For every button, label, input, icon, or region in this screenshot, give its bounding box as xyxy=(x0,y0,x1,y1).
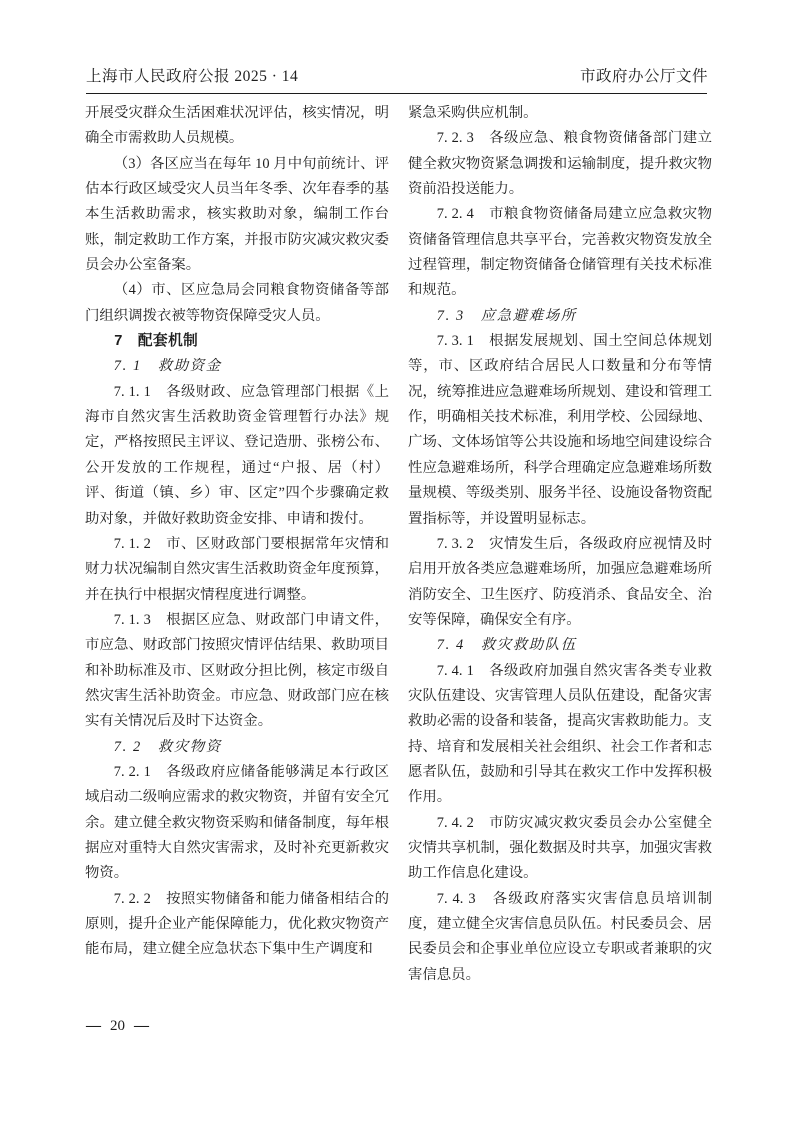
subsection-heading-7-2: 7. 2 救灾物资 xyxy=(113,738,222,755)
paragraph-7-4-3: 7. 4. 3 各级政府落实灾害信息员培训制度，建立健全灾害信息员队伍。村民委员会、居民委员会和企事业单位应设立专职或者兼职的灾害信息员。 xyxy=(408,890,712,983)
paragraph-7-3-2: 7. 3. 2 灾情发生后，各级政府应视情及时启用开放各类应急避难场所，加强应急避难场所消防安全、卫生医疗、防疫消杀、食品安全、治安等保障，确保安全有序。 xyxy=(408,535,712,628)
paragraph-7-1-1: 7. 1. 1 各级财政、应急管理部门根据《上海市自然灾害生活救助资金管理暂行办法》规定，严格按照民主评议、登记造册、张榜公布、公开发放的工作规程，通过“户报、居（村）评、街道（镇、乡）审、区定”四个步骤确定救助对象，并做好救助资金安排、申请和拨付。 xyxy=(85,383,389,527)
page-header xyxy=(86,64,708,86)
document-body xyxy=(85,101,712,988)
continued-paragraph: 开展受灾群众生活困难状况评估，核实情况，明确全市需救助人员规模。 xyxy=(85,105,389,147)
left-column xyxy=(85,101,389,988)
paragraph-7-2-2: 7. 2. 2 按照实物储备和能力储备相结合的原则，提升企业产能保障能力，优化救灾物资产能布局，建立健全应急状态下集中生产调度和 xyxy=(85,890,389,958)
subsection-heading-7-3: 7. 3 应急避难场所 xyxy=(436,307,577,324)
footer-dash-right: — xyxy=(134,1018,149,1034)
right-column xyxy=(408,101,712,988)
paragraph-7-2-1: 7. 2. 1 各级政府应储备能够满足本行政区域启动二级响应需求的救灾物资，并留有安全冗余。建立健全救灾物资采购和储备制度，每年根据应对重特大自然灾害需求，及时补充更新救灾物资。 xyxy=(85,763,389,882)
page-number: 20 xyxy=(110,1018,125,1034)
paragraph-7-1-2: 7. 1. 2 市、区财政部门要根据常年灾情和财力状况编制自然灾害生活救助资金年度预算，并在执行中根据灾情程度进行调整。 xyxy=(85,535,389,603)
paragraph-7-1-3: 7. 1. 3 根据区应急、财政部门申请文件，市应急、财政部门按照灾情评估结果、救助项目和补助标准及市、区财政分担比例，核定市级自然灾害生活补助资金。市应急、财政部门应在核实有关情况后及时下达资金。 xyxy=(85,611,389,730)
subsection-heading-7-4: 7. 4 救灾救助队伍 xyxy=(436,637,577,654)
paragraph-7-3-1: 7. 3. 1 根据发展规划、国土空间总体规划等，市、区政府结合居民人口数量和分布等情况，统筹推进应急避难场所规划、建设和管理工作，明确相关技术标准，利用学校、公园绿地、广场、文体场馆等公共设施和场地空间建设综合性应急避难场所，科学合理确定应急避难场所数量规模、等级类别、服务半径、设施设备物资配置指标等，并设置明显标志。 xyxy=(408,333,712,527)
header-gazette-title: 上海市人民政府公报 2025 · 14 xyxy=(86,68,299,85)
paragraph-7-2-4: 7. 2. 4 市粮食物资储备局建立应急救灾物资储备管理信息共享平台，完善救灾物资发放全过程管理，制定物资储备仓储管理有关技术标准和规范。 xyxy=(408,206,712,299)
paragraph-item-3: （3）各区应当在每年 10 月中旬前统计、评估本行政区域受灾人员当年冬季、次年春季的基本生活救助需求，核实救助对象，编制工作台账，制定救助工作方案，并报市防灾减灾救灾委员会办公室备案。 xyxy=(85,155,389,274)
continued-paragraph: 紧急采购供应机制。 xyxy=(408,105,538,121)
paragraph-item-4: （4）市、区应急局会同粮食物资储备等部门组织调拨衣被等物资保障受灾人员。 xyxy=(85,282,389,324)
paragraph-7-4-2: 7. 4. 2 市防灾减灾救灾委员会办公室健全灾情共享机制，强化数据及时共享，加强灾害救助工作信息化建设。 xyxy=(408,814,712,882)
paragraph-7-2-3: 7. 2. 3 各级应急、粮食物资储备部门建立健全救灾物资紧急调拨和运输制度，提升救灾物资前沿投送能力。 xyxy=(408,130,712,198)
header-document-category: 市政府办公厅文件 xyxy=(579,68,708,85)
paragraph-7-4-1: 7. 4. 1 各级政府加强自然灾害各类专业救灾队伍建设、灾害管理人员队伍建设，配备灾害救助必需的设备和装备，提高灾害救助能力。支持、培育和发展相关社会组织、社会工作者和志愿者队伍，鼓励和引导其在救灾工作中发挥积极作用。 xyxy=(408,662,712,806)
section-heading-7: 7 配套机制 xyxy=(114,333,199,350)
page-footer xyxy=(86,1018,149,1035)
header-rule xyxy=(86,93,707,94)
footer-dash-left: — xyxy=(86,1018,101,1034)
subsection-heading-7-1: 7. 1 救助资金 xyxy=(113,358,222,375)
